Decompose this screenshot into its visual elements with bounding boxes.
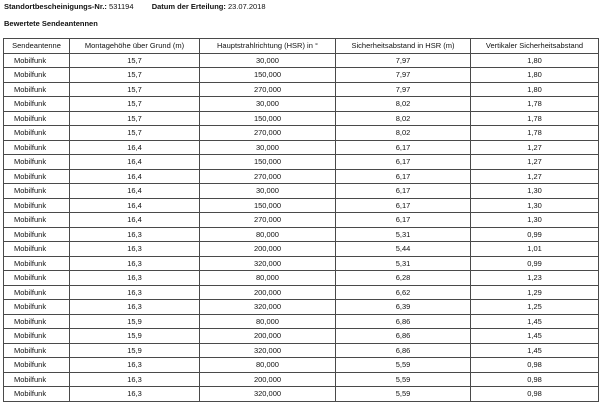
antenna-cell: Mobilfunk bbox=[4, 271, 70, 286]
table-row bbox=[4, 285, 599, 300]
main-direction-cell: 80,000 bbox=[200, 314, 336, 329]
safety-distance-cell: 6,28 bbox=[336, 271, 471, 286]
mount-height-cell: 16,4 bbox=[70, 140, 200, 155]
antenna-cell: Mobilfunk bbox=[4, 372, 70, 387]
antenna-cell: Mobilfunk bbox=[4, 227, 70, 242]
vertical-distance-cell: 1,27 bbox=[471, 169, 599, 184]
table-row bbox=[4, 213, 599, 228]
mount-height-cell: 16,3 bbox=[70, 300, 200, 315]
antenna-cell: Mobilfunk bbox=[4, 213, 70, 228]
antenna-cell: Mobilfunk bbox=[4, 285, 70, 300]
safety-distance-cell: 8,02 bbox=[336, 126, 471, 141]
safety-distance-cell: 6,17 bbox=[336, 155, 471, 170]
mount-height-cell: 15,7 bbox=[70, 97, 200, 112]
table-body bbox=[4, 53, 599, 401]
vertical-distance-cell: 1,27 bbox=[471, 155, 599, 170]
table-row bbox=[4, 169, 599, 184]
vertical-distance-cell: 0,99 bbox=[471, 227, 599, 242]
mount-height-cell: 16,4 bbox=[70, 169, 200, 184]
antenna-cell: Mobilfunk bbox=[4, 300, 70, 315]
main-direction-cell: 30,000 bbox=[200, 97, 336, 112]
antenna-cell: Mobilfunk bbox=[4, 140, 70, 155]
table-row bbox=[4, 68, 599, 83]
safety-distance-cell: 7,97 bbox=[336, 82, 471, 97]
antenna-cell: Mobilfunk bbox=[4, 242, 70, 257]
main-direction-cell: 150,000 bbox=[200, 198, 336, 213]
mount-height-cell: 15,9 bbox=[70, 329, 200, 344]
table-row bbox=[4, 372, 599, 387]
table-row bbox=[4, 184, 599, 199]
table-row bbox=[4, 300, 599, 315]
table-row bbox=[4, 343, 599, 358]
main-direction-cell: 320,000 bbox=[200, 256, 336, 271]
main-direction-cell: 30,000 bbox=[200, 140, 336, 155]
mount-height-cell: 15,9 bbox=[70, 343, 200, 358]
antenna-cell: Mobilfunk bbox=[4, 343, 70, 358]
vertical-distance-cell: 1,45 bbox=[471, 329, 599, 344]
table-row bbox=[4, 111, 599, 126]
mount-height-cell: 16,3 bbox=[70, 387, 200, 402]
main-direction-cell: 80,000 bbox=[200, 227, 336, 242]
mount-height-cell: 15,7 bbox=[70, 82, 200, 97]
vertical-distance-cell: 0,98 bbox=[471, 372, 599, 387]
cert-number-value: 531194 bbox=[109, 2, 134, 11]
safety-distance-cell: 5,59 bbox=[336, 372, 471, 387]
vertical-distance-cell: 1,30 bbox=[471, 213, 599, 228]
table-row bbox=[4, 329, 599, 344]
vertical-distance-cell: 0,98 bbox=[471, 387, 599, 402]
main-direction-cell: 200,000 bbox=[200, 372, 336, 387]
vertical-distance-cell: 0,98 bbox=[471, 358, 599, 373]
table-row bbox=[4, 227, 599, 242]
vertical-distance-cell: 1,45 bbox=[471, 343, 599, 358]
table-row bbox=[4, 387, 599, 402]
table-row bbox=[4, 53, 599, 68]
safety-distance-cell: 7,97 bbox=[336, 53, 471, 68]
main-direction-cell: 320,000 bbox=[200, 387, 336, 402]
safety-distance-cell: 6,86 bbox=[336, 343, 471, 358]
antenna-cell: Mobilfunk bbox=[4, 111, 70, 126]
mount-height-cell: 16,3 bbox=[70, 285, 200, 300]
antenna-cell: Mobilfunk bbox=[4, 155, 70, 170]
antenna-cell: Mobilfunk bbox=[4, 68, 70, 83]
main-direction-cell: 150,000 bbox=[200, 111, 336, 126]
mount-height-cell: 15,9 bbox=[70, 314, 200, 329]
antenna-cell: Mobilfunk bbox=[4, 126, 70, 141]
table-row bbox=[4, 271, 599, 286]
vertical-distance-cell: 1,23 bbox=[471, 271, 599, 286]
antenna-cell: Mobilfunk bbox=[4, 256, 70, 271]
vertical-distance-cell: 1,78 bbox=[471, 111, 599, 126]
mount-height-cell: 15,7 bbox=[70, 53, 200, 68]
column-header-vertical-distance: Vertikaler Sicherheitsabstand bbox=[471, 39, 599, 54]
table-row bbox=[4, 155, 599, 170]
safety-distance-cell: 5,31 bbox=[336, 227, 471, 242]
main-direction-cell: 200,000 bbox=[200, 285, 336, 300]
antenna-cell: Mobilfunk bbox=[4, 314, 70, 329]
vertical-distance-cell: 1,80 bbox=[471, 53, 599, 68]
main-direction-cell: 30,000 bbox=[200, 184, 336, 199]
mount-height-cell: 16,4 bbox=[70, 184, 200, 199]
table-row bbox=[4, 140, 599, 155]
cert-number-label: Standortbescheinigungs-Nr.: bbox=[4, 2, 107, 11]
column-header-main-direction: Hauptstrahlrichtung (HSR) in ° bbox=[200, 39, 336, 54]
table-row bbox=[4, 126, 599, 141]
mount-height-cell: 16,3 bbox=[70, 242, 200, 257]
main-direction-cell: 320,000 bbox=[200, 300, 336, 315]
issue-date-label: Datum der Erteilung: bbox=[151, 2, 226, 11]
antenna-cell: Mobilfunk bbox=[4, 198, 70, 213]
mount-height-cell: 16,3 bbox=[70, 227, 200, 242]
vertical-distance-cell: 1,78 bbox=[471, 97, 599, 112]
main-direction-cell: 80,000 bbox=[200, 358, 336, 373]
mount-height-cell: 15,7 bbox=[70, 68, 200, 83]
mount-height-cell: 16,4 bbox=[70, 213, 200, 228]
section-title: Bewertete Sendeantennen bbox=[4, 19, 98, 28]
vertical-distance-cell: 0,99 bbox=[471, 256, 599, 271]
vertical-distance-cell: 1,30 bbox=[471, 198, 599, 213]
column-header-antenna: Sendeantenne bbox=[4, 39, 70, 54]
mount-height-cell: 15,7 bbox=[70, 126, 200, 141]
vertical-distance-cell: 1,29 bbox=[471, 285, 599, 300]
safety-distance-cell: 6,17 bbox=[336, 140, 471, 155]
antenna-cell: Mobilfunk bbox=[4, 358, 70, 373]
main-direction-cell: 30,000 bbox=[200, 53, 336, 68]
safety-distance-cell: 5,59 bbox=[336, 358, 471, 373]
safety-distance-cell: 6,17 bbox=[336, 184, 471, 199]
mount-height-cell: 16,3 bbox=[70, 372, 200, 387]
main-direction-cell: 270,000 bbox=[200, 213, 336, 228]
safety-distance-cell: 6,17 bbox=[336, 213, 471, 228]
antenna-cell: Mobilfunk bbox=[4, 184, 70, 199]
safety-distance-cell: 6,86 bbox=[336, 314, 471, 329]
table-row bbox=[4, 198, 599, 213]
safety-distance-cell: 6,86 bbox=[336, 329, 471, 344]
table-header-row bbox=[4, 39, 599, 54]
vertical-distance-cell: 1,80 bbox=[471, 82, 599, 97]
main-direction-cell: 200,000 bbox=[200, 329, 336, 344]
safety-distance-cell: 6,39 bbox=[336, 300, 471, 315]
column-header-mount-height: Montagehöhe über Grund (m) bbox=[70, 39, 200, 54]
table-row bbox=[4, 358, 599, 373]
antenna-cell: Mobilfunk bbox=[4, 169, 70, 184]
safety-distance-cell: 7,97 bbox=[336, 68, 471, 83]
antenna-cell: Mobilfunk bbox=[4, 53, 70, 68]
mount-height-cell: 16,3 bbox=[70, 256, 200, 271]
table-row bbox=[4, 82, 599, 97]
main-direction-cell: 270,000 bbox=[200, 82, 336, 97]
safety-distance-cell: 5,59 bbox=[336, 387, 471, 402]
safety-distance-cell: 5,44 bbox=[336, 242, 471, 257]
vertical-distance-cell: 1,27 bbox=[471, 140, 599, 155]
main-direction-cell: 150,000 bbox=[200, 68, 336, 83]
antenna-cell: Mobilfunk bbox=[4, 387, 70, 402]
safety-distance-cell: 6,17 bbox=[336, 198, 471, 213]
vertical-distance-cell: 1,45 bbox=[471, 314, 599, 329]
antenna-cell: Mobilfunk bbox=[4, 97, 70, 112]
safety-distance-cell: 6,17 bbox=[336, 169, 471, 184]
vertical-distance-cell: 1,25 bbox=[471, 300, 599, 315]
table-row bbox=[4, 314, 599, 329]
safety-distance-cell: 6,62 bbox=[336, 285, 471, 300]
main-direction-cell: 80,000 bbox=[200, 271, 336, 286]
vertical-distance-cell: 1,78 bbox=[471, 126, 599, 141]
safety-distance-cell: 8,02 bbox=[336, 97, 471, 112]
table-row bbox=[4, 97, 599, 112]
safety-distance-cell: 8,02 bbox=[336, 111, 471, 126]
main-direction-cell: 320,000 bbox=[200, 343, 336, 358]
main-direction-cell: 270,000 bbox=[200, 169, 336, 184]
main-direction-cell: 270,000 bbox=[200, 126, 336, 141]
table-row bbox=[4, 256, 599, 271]
certificate-meta bbox=[4, 1, 266, 13]
safety-distance-cell: 5,31 bbox=[336, 256, 471, 271]
main-direction-cell: 200,000 bbox=[200, 242, 336, 257]
vertical-distance-cell: 1,30 bbox=[471, 184, 599, 199]
column-header-safety-distance: Sicherheitsabstand in HSR (m) bbox=[336, 39, 471, 54]
antenna-table bbox=[3, 38, 599, 402]
mount-height-cell: 15,7 bbox=[70, 111, 200, 126]
vertical-distance-cell: 1,80 bbox=[471, 68, 599, 83]
antenna-cell: Mobilfunk bbox=[4, 329, 70, 344]
main-direction-cell: 150,000 bbox=[200, 155, 336, 170]
mount-height-cell: 16,3 bbox=[70, 271, 200, 286]
mount-height-cell: 16,3 bbox=[70, 358, 200, 373]
issue-date-value: 23.07.2018 bbox=[227, 2, 266, 11]
mount-height-cell: 16,4 bbox=[70, 198, 200, 213]
antenna-cell: Mobilfunk bbox=[4, 82, 70, 97]
table-row bbox=[4, 242, 599, 257]
vertical-distance-cell: 1,01 bbox=[471, 242, 599, 257]
mount-height-cell: 16,4 bbox=[70, 155, 200, 170]
